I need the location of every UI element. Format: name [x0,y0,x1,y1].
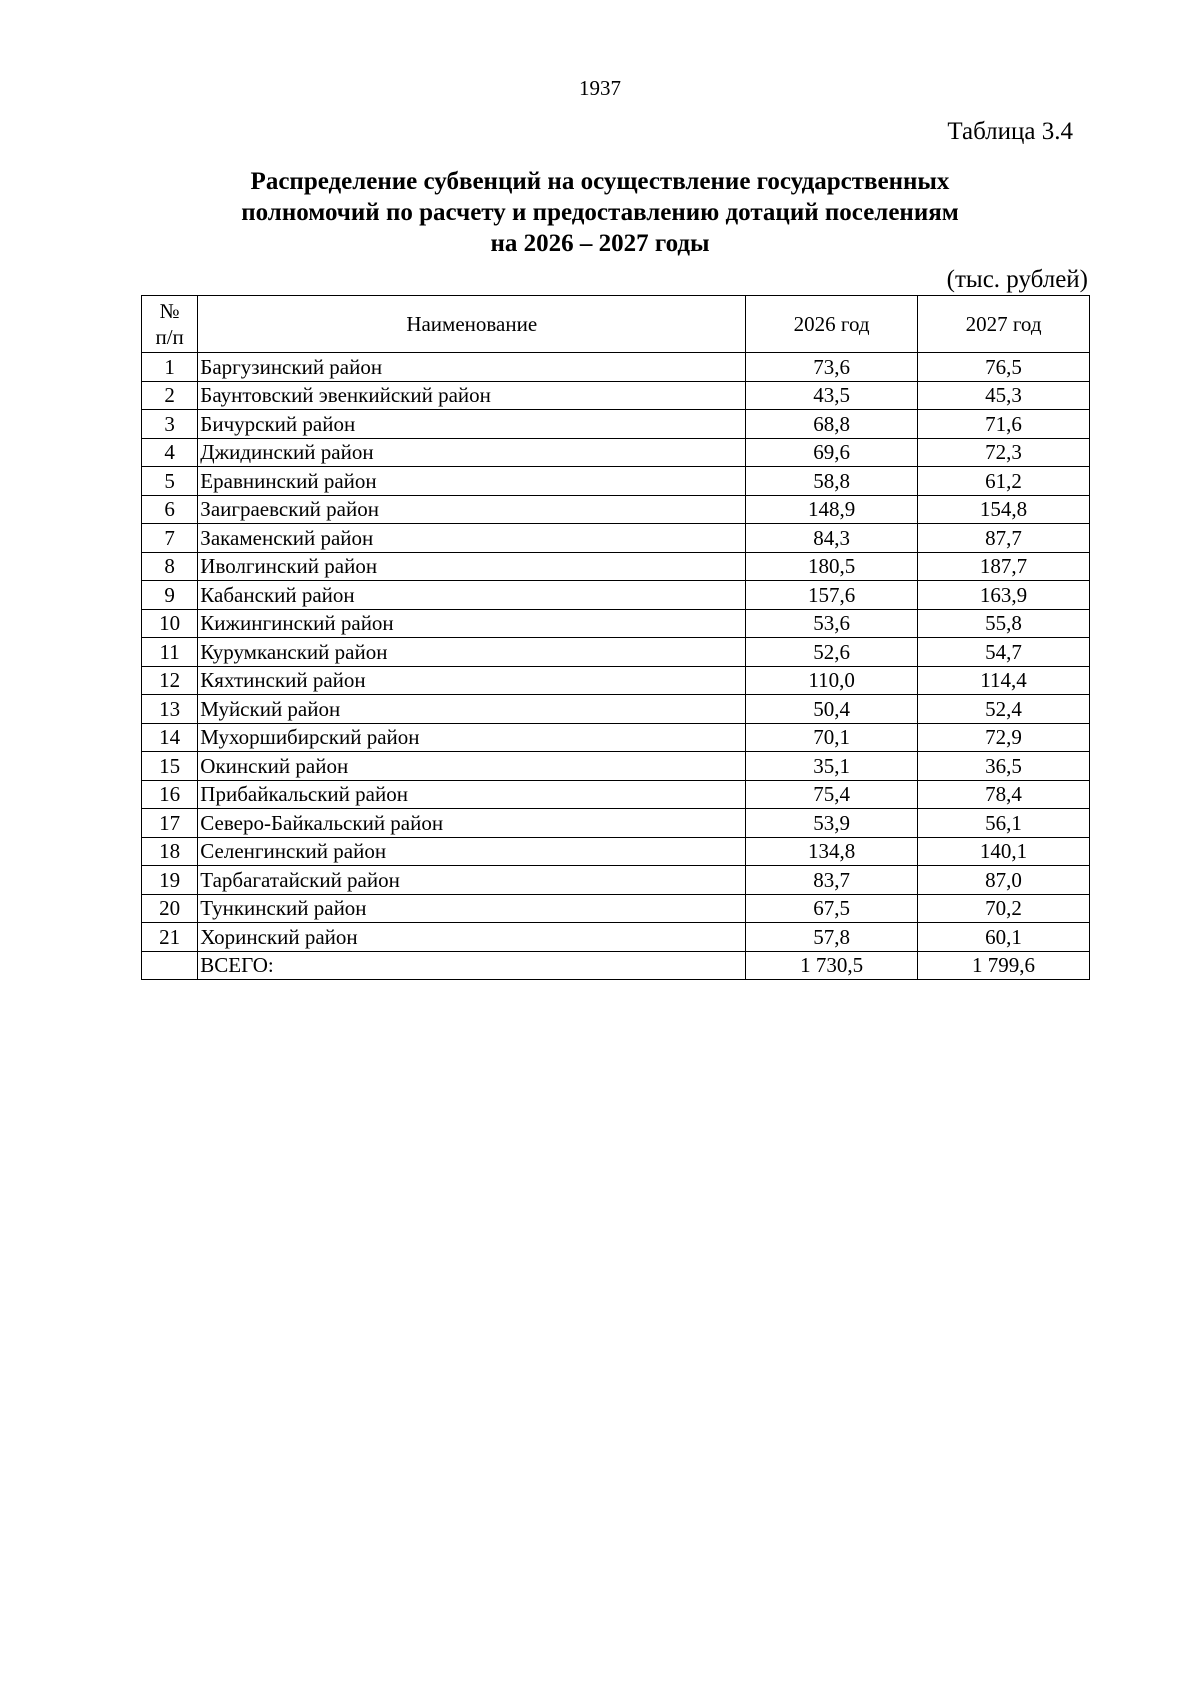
row-value-2027: 87,0 [918,866,1090,895]
row-name: Тункинский район [198,894,746,923]
row-value-2026: 73,6 [746,353,918,382]
row-value-2026: 57,8 [746,923,918,952]
row-value-2027: 154,8 [918,495,1090,524]
title-line-1: Распределение субвенций на осуществление государственных [250,168,950,195]
row-value-2027: 87,7 [918,524,1090,553]
row-number: 8 [142,552,198,581]
table-row [142,581,1090,610]
row-name: Селенгинский район [198,837,746,866]
row-name: Окинский район [198,752,746,781]
document-title [140,166,1060,259]
row-name: Еравнинский район [198,467,746,496]
row-number: 4 [142,438,198,467]
table-row [142,723,1090,752]
row-name: Иволгинский район [198,552,746,581]
row-value-2027: 60,1 [918,923,1090,952]
header-number [142,296,198,353]
table-row [142,467,1090,496]
row-name: Кабанский район [198,581,746,610]
row-name: Хоринский район [198,923,746,952]
row-name: Кяхтинский район [198,666,746,695]
row-name: Тарбагатайский район [198,866,746,895]
row-value-2027: 187,7 [918,552,1090,581]
row-value-2027: 52,4 [918,695,1090,724]
header-year-2027: 2027 год [918,296,1090,353]
total-name: ВСЕГО: [198,951,746,980]
table-header-row [142,296,1090,353]
row-value-2026: 67,5 [746,894,918,923]
row-number: 2 [142,381,198,410]
row-value-2027: 45,3 [918,381,1090,410]
row-number: 13 [142,695,198,724]
row-value-2027: 61,2 [918,467,1090,496]
row-number: 12 [142,666,198,695]
row-value-2027: 56,1 [918,809,1090,838]
header-number-line-1: № [159,299,180,323]
row-number: 20 [142,894,198,923]
row-number: 11 [142,638,198,667]
row-number: 14 [142,723,198,752]
title-line-2: полномочий по расчету и предоставлению дотаций поселениям [241,199,959,226]
table-row [142,752,1090,781]
table-row [142,353,1090,382]
row-number: 16 [142,780,198,809]
total-value-2026: 1 730,5 [746,951,918,980]
row-number: 21 [142,923,198,952]
row-number: 18 [142,837,198,866]
table-row [142,609,1090,638]
header-name: Наименование [198,296,746,353]
row-value-2027: 36,5 [918,752,1090,781]
subventions-table [141,295,1090,980]
row-name: Баргузинский район [198,353,746,382]
row-value-2026: 53,9 [746,809,918,838]
row-name: Бичурский район [198,410,746,439]
row-value-2026: 110,0 [746,666,918,695]
row-value-2027: 70,2 [918,894,1090,923]
total-number [142,951,198,980]
row-value-2027: 78,4 [918,780,1090,809]
table-row [142,866,1090,895]
total-value-2027: 1 799,6 [918,951,1090,980]
row-number: 7 [142,524,198,553]
row-number: 19 [142,866,198,895]
table-row [142,666,1090,695]
row-value-2026: 180,5 [746,552,918,581]
row-number: 9 [142,581,198,610]
table-row [142,524,1090,553]
row-name: Прибайкальский район [198,780,746,809]
row-number: 3 [142,410,198,439]
page-number: 1937 [579,76,621,100]
row-name: Муйский район [198,695,746,724]
title-line-3: на 2026 – 2027 годы [490,230,710,257]
row-name: Джидинский район [198,438,746,467]
table-row [142,837,1090,866]
row-value-2026: 70,1 [746,723,918,752]
row-value-2026: 148,9 [746,495,918,524]
row-name: Курумканский район [198,638,746,667]
table-row [142,410,1090,439]
row-value-2027: 55,8 [918,609,1090,638]
row-value-2027: 163,9 [918,581,1090,610]
row-value-2026: 58,8 [746,467,918,496]
row-name: Заиграевский район [198,495,746,524]
row-number: 10 [142,609,198,638]
row-value-2026: 75,4 [746,780,918,809]
row-number: 1 [142,353,198,382]
row-value-2027: 114,4 [918,666,1090,695]
header-year-2026: 2026 год [746,296,918,353]
table-total-row [142,951,1090,980]
row-value-2026: 53,6 [746,609,918,638]
row-value-2026: 43,5 [746,381,918,410]
row-value-2027: 71,6 [918,410,1090,439]
row-value-2027: 76,5 [918,353,1090,382]
table-row [142,809,1090,838]
row-value-2026: 50,4 [746,695,918,724]
table-row [142,381,1090,410]
row-value-2026: 84,3 [746,524,918,553]
row-name: Баунтовский эвенкийский район [198,381,746,410]
unit-note: (тыс. рублей) [946,266,1088,293]
row-value-2026: 157,6 [746,581,918,610]
row-name: Закаменский район [198,524,746,553]
row-value-2026: 83,7 [746,866,918,895]
row-value-2026: 68,8 [746,410,918,439]
row-value-2027: 140,1 [918,837,1090,866]
header-number-line-2: п/п [155,325,184,349]
table-row [142,894,1090,923]
table-row [142,695,1090,724]
row-value-2027: 54,7 [918,638,1090,667]
row-name: Мухоршибирский район [198,723,746,752]
row-value-2026: 35,1 [746,752,918,781]
table-row [142,552,1090,581]
row-value-2027: 72,3 [918,438,1090,467]
table-row [142,923,1090,952]
table-row [142,780,1090,809]
table-body [142,353,1090,980]
table-row [142,495,1090,524]
row-value-2026: 134,8 [746,837,918,866]
row-number: 17 [142,809,198,838]
row-number: 15 [142,752,198,781]
table-label: Таблица 3.4 [947,118,1073,145]
row-name: Кижингинский район [198,609,746,638]
table-row [142,438,1090,467]
row-value-2026: 52,6 [746,638,918,667]
row-value-2026: 69,6 [746,438,918,467]
table-row [142,638,1090,667]
row-value-2027: 72,9 [918,723,1090,752]
row-number: 5 [142,467,198,496]
row-name: Северо-Байкальский район [198,809,746,838]
row-number: 6 [142,495,198,524]
